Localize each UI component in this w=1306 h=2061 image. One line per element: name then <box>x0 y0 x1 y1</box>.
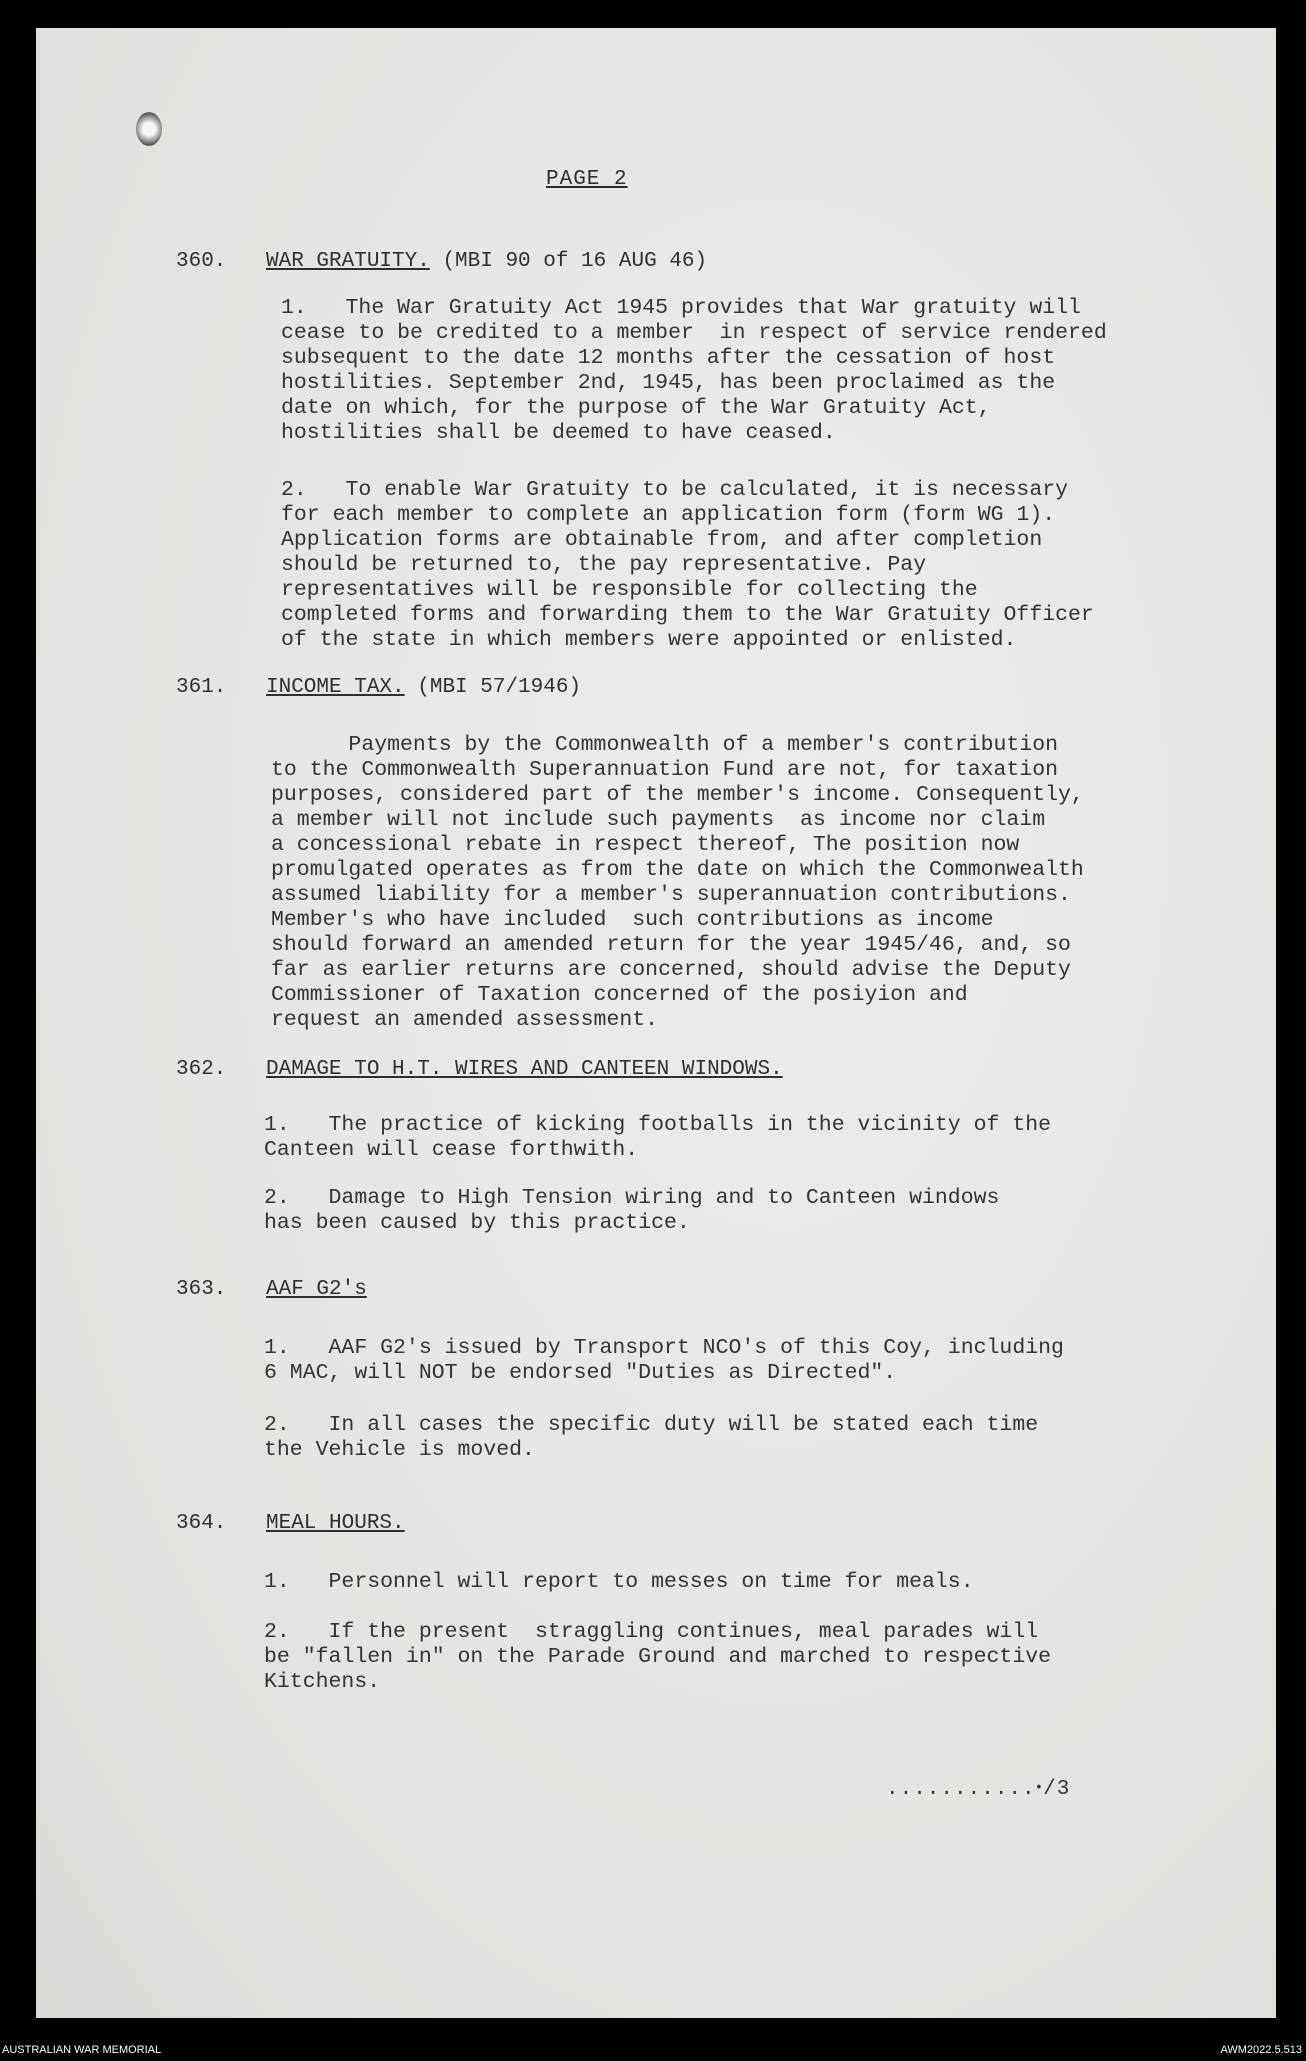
paragraph: 2. Damage to High Tension wiring and to Canteen windows has been caused by this practice. <box>264 1186 1000 1235</box>
section-title <box>266 1512 405 1535</box>
section-title-text: MEAL HOURS. <box>266 1512 405 1535</box>
section-title-text: AAF G2's <box>266 1278 367 1301</box>
section-title-text: WAR GRATUITY. <box>266 250 430 273</box>
paragraph: Payments by the Commonwealth of a member's contribution to the Commonwealth Superannuation Fund are not, for taxation purposes, considered part of the member's income. Consequently, a member will not include such payments as income nor claim a concessional rebate in respect thereof, The position now promulgated operates as from the date on which the Commonwealth assumed liability for a member's superannuation contributions. Member's who have included such contributions as income should forward an amended return for the year 1945/46, and, so far as earlier returns are concerned, should advise the Deputy Commissioner of Taxation concerned of the posiyion and request an amended assessment. <box>271 733 1084 1032</box>
paragraph: 1. The War Gratuity Act 1945 provides that War gratuity will cease to be credited to a member in respect of service rendered subsequent to the date 12 months after the cessation of host hostilities. September 2nd, 1945, has been proclaimed as the date on which, for the purpose of the War Gratuity Act, hostilities shall be deemed to have ceased. <box>281 296 1107 445</box>
section-title-text: INCOME TAX. <box>266 676 405 699</box>
section-number: 361. <box>176 676 227 699</box>
section-title-text: DAMAGE TO H.T. WIRES AND CANTEEN WINDOWS. <box>266 1058 783 1081</box>
section-title <box>266 1278 367 1301</box>
document-page <box>36 28 1276 2018</box>
section-ref: (MBI 57/1946) <box>417 676 582 699</box>
paragraph: 2. If the present straggling continues, meal parades will be "fallen in" on the Parade Ground and marched to respective Kitchens. <box>264 1620 1052 1694</box>
credit-right: AWM2022.5.513 <box>1220 2044 1302 2056</box>
paragraph: 1. Personnel will report to messes on time for meals. <box>264 1570 974 1594</box>
paragraph: 2. To enable War Gratuity to be calculated, it is necessary for each member to complete an application form (form WG 1). Application forms are obtainable from, and after completion should be returned to, the pay representative. Pay representatives will be responsible for collecting the completed forms and forwarding them to the War Gratuity Officer of the state in which members were appointed or enlisted. <box>281 478 1094 652</box>
ink-blot <box>136 112 162 146</box>
section-title <box>266 1058 783 1081</box>
section-number: 363. <box>176 1278 227 1301</box>
paragraph: 1. The practice of kicking footballs in the vicinity of the Canteen will cease forthwith. <box>264 1113 1052 1162</box>
paragraph: 2. In all cases the specific duty will be stated each time the Vehicle is moved. <box>264 1413 1039 1462</box>
continuation-ref: ...........ꞏ/3 <box>886 1778 1071 1801</box>
section-number: 362. <box>176 1058 227 1081</box>
page-header: PAGE 2 <box>546 168 628 191</box>
section-number: 360. <box>176 250 227 273</box>
paragraph: 1. AAF G2's issued by Transport NCO's of this Coy, including 6 MAC, will NOT be endorsed "Duties as Directed". <box>264 1336 1064 1385</box>
credit-left: AUSTRALIAN WAR MEMORIAL <box>2 2044 162 2056</box>
section-number: 364. <box>176 1512 227 1535</box>
section-title <box>266 676 581 699</box>
section-ref: (MBI 90 of 16 AUG 46) <box>442 250 708 273</box>
section-title <box>266 250 707 273</box>
